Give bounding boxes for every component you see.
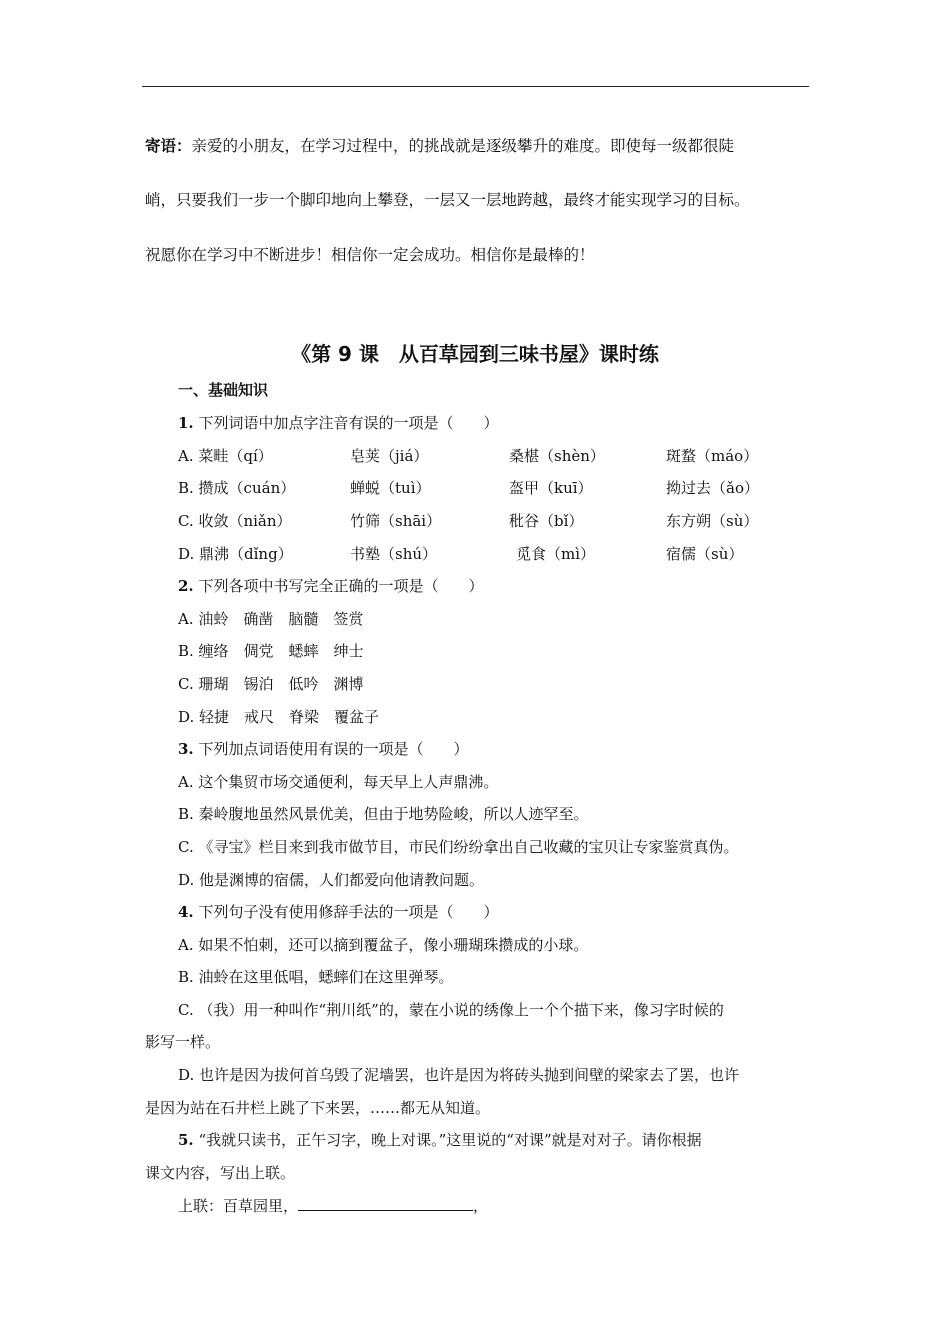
jiyu-line-1: 寄语：亲爱的小朋友，在学习过程中，的挑战就是逐级攀升的难度。即使每一级都很陡	[145, 136, 735, 155]
q1-row-c-1: C. 收敛（niǎn）	[178, 512, 292, 530]
q1-row-d-4: 宿儒（sù）	[666, 545, 744, 563]
q4-option-c-line-1: C. （我）用一种叫作“荆川纸”的，蒙在小说的绣像上一个个描下来，像习字时候的	[178, 1001, 724, 1019]
q1-row-b-2: 蝉蜕（tuì）	[350, 479, 431, 497]
q4-option-a: A. 如果不怕刺，还可以摘到覆盆子，像小珊瑚珠攒成的小球。	[178, 936, 589, 954]
q1-row-d-2: 书塾（shú）	[350, 545, 438, 563]
question-1: 1. 下列词语中加点字注音有误的一项是（ ）	[178, 414, 499, 432]
header-rule	[142, 86, 809, 87]
q1-row-c-3: 秕谷（bǐ）	[509, 512, 584, 530]
q2-option-c: C. 珊瑚 锡泊 低吟 渊博	[178, 675, 364, 693]
q2-option-b: B. 缠络 倜党 蟋蟀 绅士	[178, 642, 364, 660]
page-title: 《第 9 课 从百草园到三味书屋》课时练	[291, 342, 659, 366]
q1-row-a-3: 桑椹（shèn）	[509, 447, 605, 465]
section-heading: 一、基础知识	[178, 381, 269, 399]
q3-option-b: B. 秦岭腹地虽然风景优美，但由于地势险峻，所以人迹罕至。	[178, 805, 589, 823]
q1-row-d-1: D. 鼎沸（dǐng）	[178, 545, 293, 563]
q1-row-d-3: 觅食（mì）	[516, 545, 596, 563]
q5-answer-line: 上联：百草园里， ，	[178, 1197, 489, 1215]
question-4: 4. 下列句子没有使用修辞手法的一项是（ ）	[178, 903, 499, 921]
q3-option-a: A. 这个集贸市场交通便利，每天早上人声鼎沸。	[178, 773, 499, 791]
q1-row-c-4: 东方朔（sù）	[666, 512, 759, 530]
question-5: 5. “我就只读书，正午习字，晚上对课。”这里说的“对课”就是对对子。请你根据	[178, 1131, 702, 1149]
q1-row-b-1: B. 攒成（cuán）	[178, 479, 296, 497]
q4-option-d-line-1: D. 也许是因为拔何首乌毁了泥墙罢，也许是因为将砖头抛到间壁的梁家去了罢，也许	[178, 1066, 740, 1084]
q1-row-a-1: A. 菜畦（qí）	[178, 447, 273, 465]
answer-blank[interactable]	[298, 1196, 473, 1211]
q1-row-b-3: 盔甲（kuī）	[509, 479, 593, 497]
q1-row-a-4: 斑蝥（máo）	[666, 447, 759, 465]
q3-option-c: C. 《寻宝》栏目来到我市做节目，市民们纷纷拿出自己收藏的宝贝让专家鉴赏真伪。	[178, 838, 739, 856]
jiyu-line-2: 峭，只要我们一步一个脚印地向上攀登，一层又一层地跨越，最终才能实现学习的目标。	[145, 191, 750, 209]
q2-option-d: D. 轻捷 戒尺 脊梁 覆盆子	[178, 708, 380, 726]
q2-option-a: A. 油蛉 确凿 脑髓 签赏	[178, 610, 364, 628]
q1-row-c-2: 竹筛（shāi）	[350, 512, 442, 530]
q4-option-c-line-2: 影写一样。	[145, 1033, 221, 1051]
q1-row-a-2: 皂荚（jiá）	[350, 447, 429, 465]
q3-option-d: D. 他是渊博的宿儒，人们都爱向他请教问题。	[178, 871, 485, 889]
jiyu-label: 寄语：	[145, 136, 192, 155]
q4-option-b: B. 油蛉在这里低唱，蟋蟀们在这里弹琴。	[178, 968, 454, 986]
q1-row-b-4: 拗过去（ǎo）	[666, 479, 759, 497]
jiyu-line-3: 祝愿你在学习中不断进步！相信你一定会成功。相信你是最棒的！	[145, 246, 595, 264]
question-3: 3. 下列加点词语使用有误的一项是（ ）	[178, 740, 469, 758]
q5-stem-line-2: 课文内容，写出上联。	[145, 1164, 296, 1182]
q4-option-d-line-2: 是因为站在石井栏上跳了下来罢，……都无从知道。	[145, 1099, 491, 1117]
question-2: 2. 下列各项中书写完全正确的一项是（ ）	[178, 577, 484, 595]
